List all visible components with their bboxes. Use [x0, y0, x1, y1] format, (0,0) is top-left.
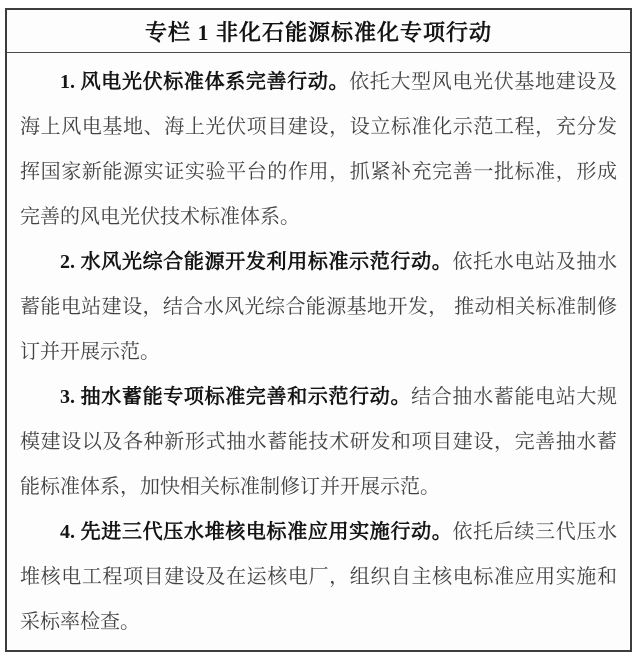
action-paragraph-1 — [20, 60, 617, 240]
action-4-heading: 4. 先进三代压水堆核电标准应用实施行动。 — [60, 521, 453, 543]
panel-body — [7, 53, 630, 645]
column-box-panel — [5, 8, 632, 652]
action-paragraph-3 — [20, 375, 617, 510]
action-paragraph-4 — [20, 510, 617, 645]
action-paragraph-2 — [20, 240, 617, 375]
action-2-body-text: 依托水电站及抽水蓄能电站建设，结合水风光综合能源基地开发， 推动相关标准制修订并开展示范。 — [20, 251, 618, 363]
action-3-heading: 3. 抽水蓄能专项标准完善和示范行动。 — [60, 386, 412, 408]
action-1-heading: 1. 风电光伏标准体系完善行动。 — [60, 71, 350, 93]
action-1-body-text: 依托大型风电光伏基地建设及海上风电基地、海上光伏项目建设，设立标准化示范工程，充分发挥国家新能源实证实验平台的作用，抓紧补充完善一批标准，形成完善的风电光伏技术标准体系。 — [20, 71, 618, 228]
action-2-heading: 2. 水风光综合能源开发利用标准示范行动。 — [60, 251, 453, 273]
panel-title: 专栏 1 非化石能源标准化专项行动 — [7, 10, 630, 53]
action-4-body-text: 依托后续三代压水堆核电工程项目建设及在运核电厂，组织自主核电标准应用实施和采标率检查。 — [20, 521, 618, 633]
action-3-body-text: 结合抽水蓄能电站大规模建设以及各种新形式抽水蓄能技术研发和项目建设，完善抽水蓄能标准体系，加快相关标准制修订并开展示范。 — [20, 386, 618, 498]
